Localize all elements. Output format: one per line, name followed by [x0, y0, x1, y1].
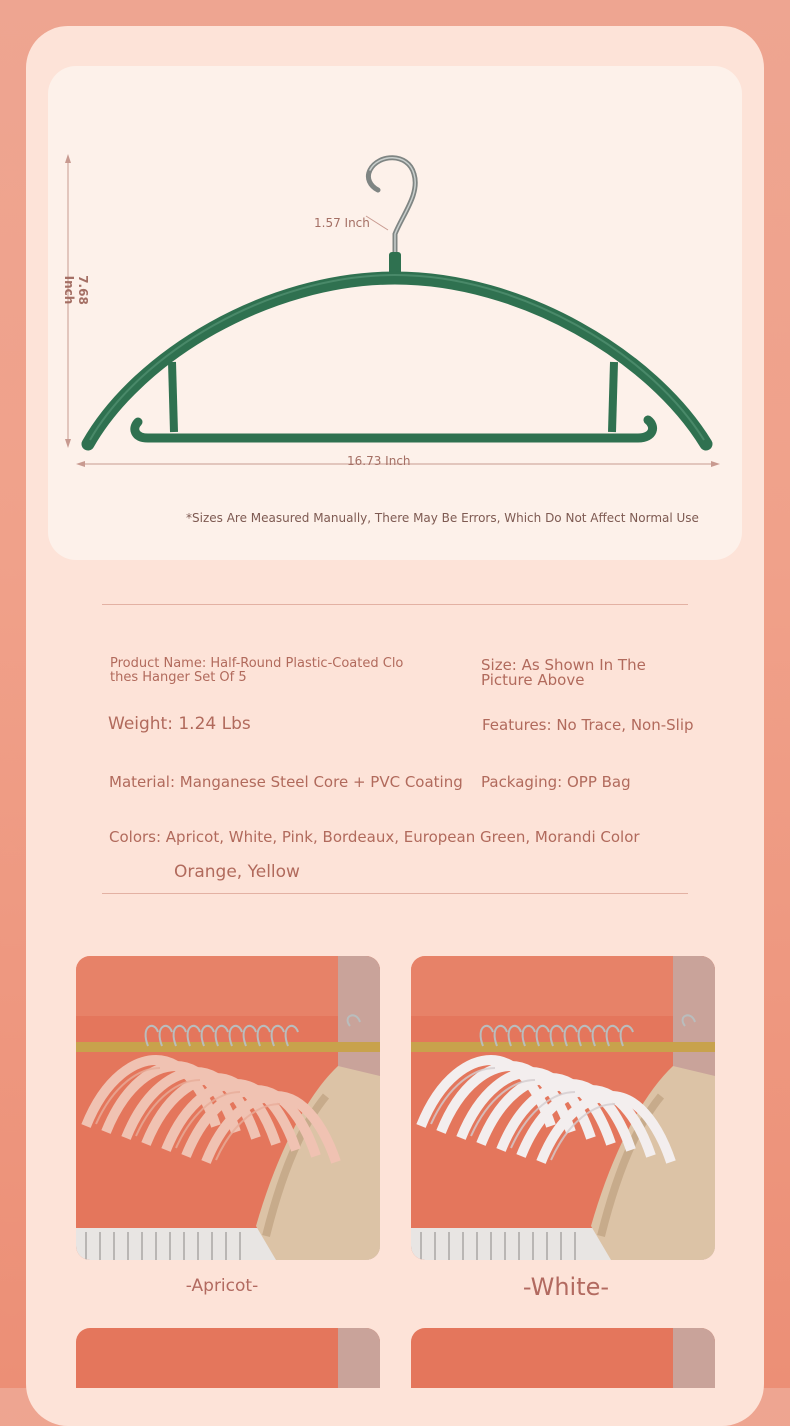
- variant-photo-next-right[interactable]: [411, 1328, 715, 1388]
- spec-colors-line1: Colors: Apricot, White, Pink, Bordeaux, European Green, Morandi Color: [109, 828, 640, 846]
- white-hangers-image: [411, 956, 715, 1260]
- spec-packaging: Packaging: OPP Bag: [481, 773, 631, 791]
- width-size-label: 16.73 Inch: [347, 454, 411, 468]
- hanger-bar: [135, 420, 653, 438]
- width-arrow-right: [711, 461, 720, 467]
- variant-photo-next-left[interactable]: [76, 1328, 380, 1388]
- hanger-dimension-diagram: [48, 66, 742, 560]
- variant-photo-white[interactable]: [411, 956, 715, 1260]
- spec-size: [481, 658, 646, 688]
- measurement-note: *Sizes Are Measured Manually, There May Be Errors, Which Do Not Affect Normal Use: [186, 511, 699, 525]
- spec-product-name-line2: thes Hanger Set Of 5: [110, 670, 247, 685]
- hanger-support-left: [172, 362, 174, 432]
- hook-size-label: 1.57 Inch: [314, 216, 370, 230]
- apricot-hangers-image: [76, 956, 380, 1260]
- variant-photo-apricot[interactable]: [76, 956, 380, 1260]
- spec-weight: Weight: 1.24 Lbs: [108, 714, 251, 734]
- spec-product-name: [110, 657, 430, 684]
- width-arrow-left: [76, 461, 85, 467]
- spec-colors-line2: Orange, Yellow: [174, 862, 300, 882]
- divider-top: [102, 604, 688, 605]
- spec-size-line1: Size: As Shown In The: [481, 656, 646, 674]
- spec-material: Material: Manganese Steel Core + PVC Coating: [109, 773, 463, 791]
- next-left-curtain: [338, 1328, 380, 1388]
- variant-caption-apricot: -Apricot-: [185, 1276, 259, 1296]
- divider-bottom: [102, 893, 688, 894]
- variant-caption-white: -White-: [522, 1273, 610, 1301]
- hanger-support-right: [612, 362, 614, 432]
- height-size-label: 7.68 Inch: [62, 275, 90, 305]
- next-right-curtain: [673, 1328, 715, 1388]
- spec-size-line2: Picture Above: [481, 671, 585, 689]
- spec-product-name-line1: Product Name: Half-Round Plastic-Coated Clo: [110, 656, 404, 671]
- height-arrow-bottom: [65, 439, 71, 448]
- height-arrow-top: [65, 154, 71, 163]
- spec-features: Features: No Trace, Non-Slip: [482, 716, 694, 734]
